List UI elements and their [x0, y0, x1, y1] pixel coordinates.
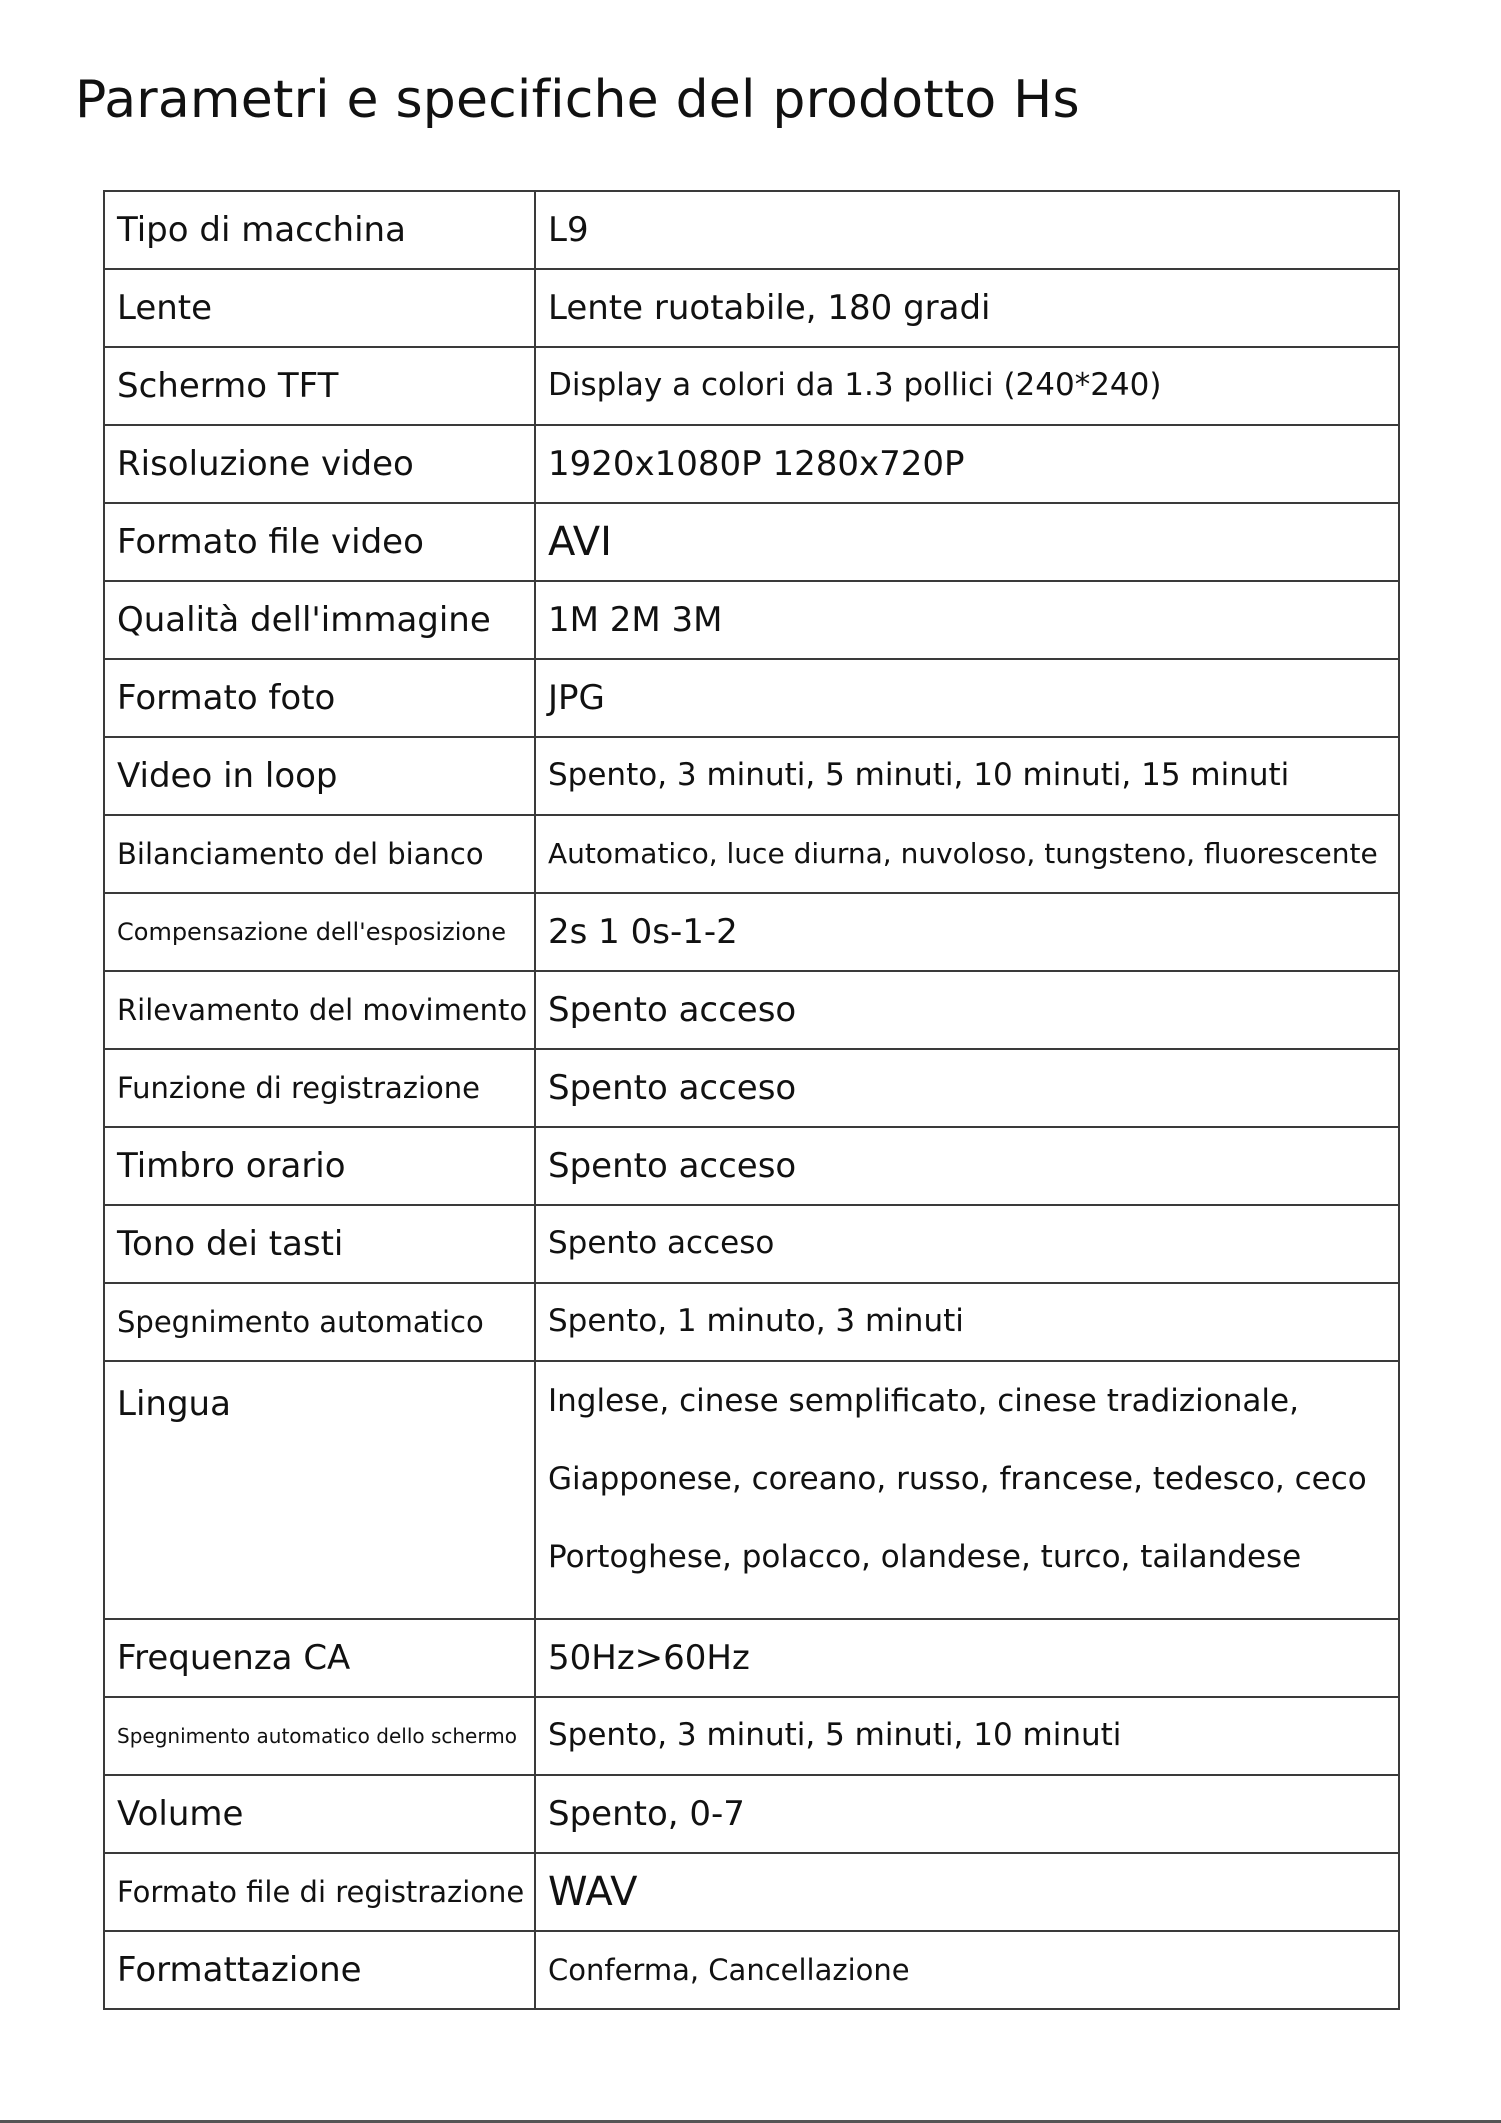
table-row	[104, 1361, 1399, 1619]
spec-label: Video in loop	[104, 737, 535, 815]
table-row	[104, 1697, 1399, 1775]
spec-value-line: Portoghese, polacco, olandese, turco, tailandese	[548, 1539, 1302, 1575]
spec-label: Timbro orario	[104, 1127, 535, 1205]
table-row	[104, 1931, 1399, 2009]
spec-label: Qualità dell'immagine	[104, 581, 535, 659]
spec-label: Spegnimento automatico dello schermo	[104, 1697, 535, 1775]
spec-value-line: Giapponese, coreano, russo, francese, tedesco, ceco	[548, 1461, 1367, 1497]
spec-value: 1M 2M 3M	[535, 581, 1399, 659]
spec-value: Spento, 3 minuti, 5 minuti, 10 minuti, 15 minuti	[535, 737, 1399, 815]
spec-label: Formato foto	[104, 659, 535, 737]
spec-value: Spento, 0-7	[535, 1775, 1399, 1853]
table-row	[104, 1853, 1399, 1931]
spec-value: Lente ruotabile, 180 gradi	[535, 269, 1399, 347]
table-row	[104, 581, 1399, 659]
spec-value: Spento acceso	[535, 1205, 1399, 1283]
spec-value-line: Inglese, cinese semplificato, cinese tradizionale,	[548, 1383, 1299, 1419]
table-row	[104, 269, 1399, 347]
spec-value: Display a colori da 1.3 pollici (240*240)	[535, 347, 1399, 425]
spec-label: Schermo TFT	[104, 347, 535, 425]
table-row	[104, 1127, 1399, 1205]
spec-value: 2s 1 0s-1-2	[535, 893, 1399, 971]
spec-label: Lingua	[104, 1361, 535, 1619]
table-row	[104, 659, 1399, 737]
table-row	[104, 893, 1399, 971]
table-row	[104, 347, 1399, 425]
table-row	[104, 971, 1399, 1049]
table-row	[104, 737, 1399, 815]
spec-table	[103, 190, 1400, 2010]
spec-value: WAV	[535, 1853, 1399, 1931]
page-title: Parametri e specifiche del prodotto Hs	[75, 70, 1080, 130]
table-row	[104, 1283, 1399, 1361]
spec-value: Spento, 1 minuto, 3 minuti	[535, 1283, 1399, 1361]
spec-value	[535, 1361, 1399, 1619]
table-row	[104, 503, 1399, 581]
table-row	[104, 191, 1399, 269]
spec-value: Spento acceso	[535, 1127, 1399, 1205]
spec-label: Risoluzione video	[104, 425, 535, 503]
table-row	[104, 425, 1399, 503]
spec-value: 1920x1080P 1280x720P	[535, 425, 1399, 503]
table-row	[104, 1775, 1399, 1853]
table-row	[104, 1619, 1399, 1697]
table-row	[104, 815, 1399, 893]
spec-value: L9	[535, 191, 1399, 269]
spec-label: Formattazione	[104, 1931, 535, 2009]
spec-label: Lente	[104, 269, 535, 347]
spec-label: Formato file di registrazione	[104, 1853, 535, 1931]
spec-label: Compensazione dell'esposizione	[104, 893, 535, 971]
spec-value: Automatico, luce diurna, nuvoloso, tungsteno, fluorescente	[535, 815, 1399, 893]
spec-value: Spento acceso	[535, 971, 1399, 1049]
spec-value: 50Hz>60Hz	[535, 1619, 1399, 1697]
table-row	[104, 1049, 1399, 1127]
spec-label: Rilevamento del movimento	[104, 971, 535, 1049]
spec-label: Frequenza CA	[104, 1619, 535, 1697]
spec-value: JPG	[535, 659, 1399, 737]
spec-label: Tipo di macchina	[104, 191, 535, 269]
spec-label: Funzione di registrazione	[104, 1049, 535, 1127]
spec-value: Conferma, Cancellazione	[535, 1931, 1399, 2009]
spec-label: Formato file video	[104, 503, 535, 581]
spec-value: Spento, 3 minuti, 5 minuti, 10 minuti	[535, 1697, 1399, 1775]
spec-label: Bilanciamento del bianco	[104, 815, 535, 893]
spec-value: Spento acceso	[535, 1049, 1399, 1127]
spec-label: Volume	[104, 1775, 535, 1853]
table-row	[104, 1205, 1399, 1283]
spec-label: Tono dei tasti	[104, 1205, 535, 1283]
spec-label: Spegnimento automatico	[104, 1283, 535, 1361]
spec-value: AVI	[535, 503, 1399, 581]
